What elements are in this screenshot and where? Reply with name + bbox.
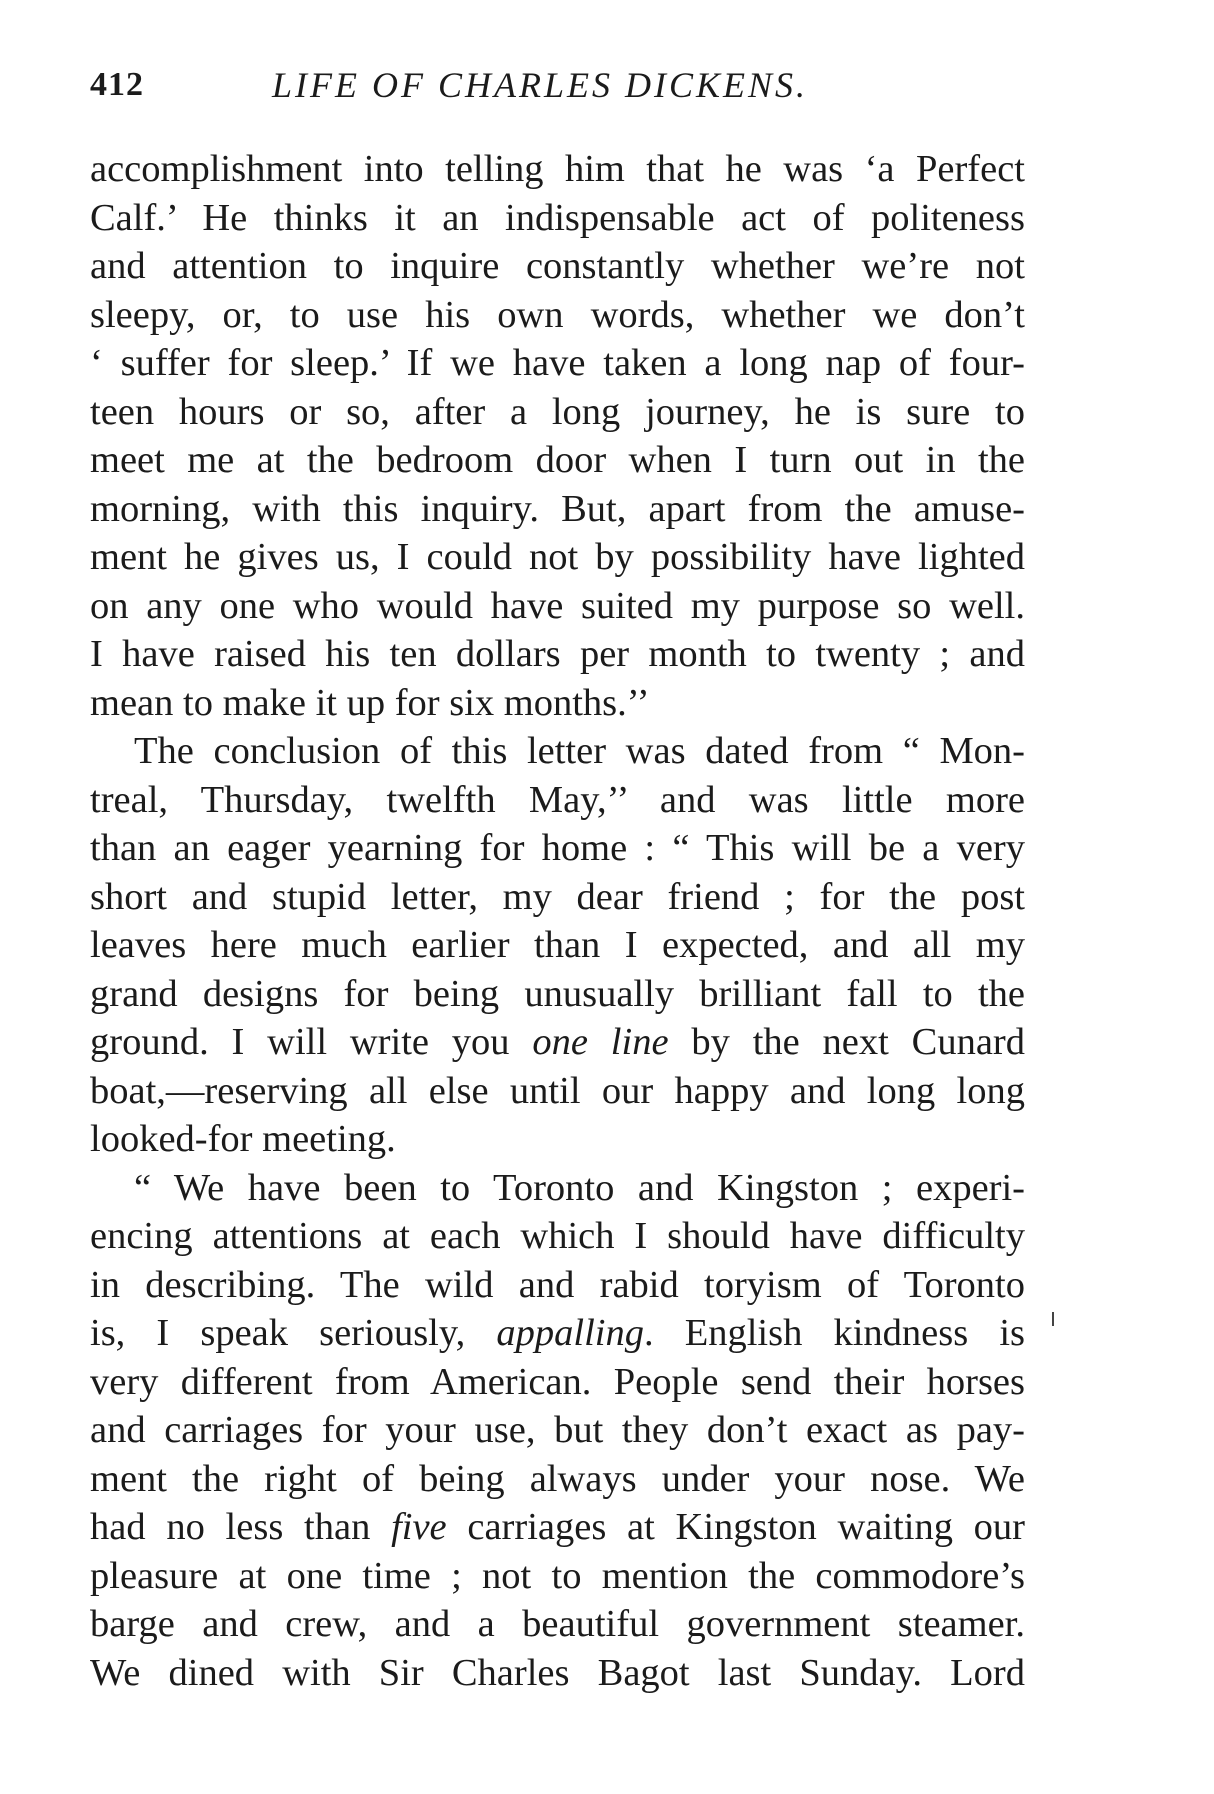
text-line: meet me at the bedroom door when I turn out in the <box>90 439 1025 481</box>
text-line: I have raised his ten dollars per month to twenty ; and <box>90 633 1025 675</box>
text-line: boat,—reserving all else until our happy and long long <box>90 1069 1025 1112</box>
text-line: barge and crew, and a beautiful government steamer. <box>90 1603 1025 1645</box>
text-line: than an eager yearning for home : “ This will be a very <box>90 827 1025 869</box>
text-line: in describing. The wild and rabid toryism of Toronto <box>90 1263 1025 1306</box>
text-line: looked-for meeting. <box>90 1118 396 1160</box>
text-line: treal, Thursday, twelfth May,’’ and was little more <box>90 778 1025 821</box>
text-line: accomplishment into telling him that he was ‘a Perfect <box>90 148 1025 190</box>
text-line: and carriages for your use, but they don’t exact as pay- <box>90 1409 1025 1451</box>
text-line: is, I speak seriously, appalling. English kindness is <box>90 1312 1025 1354</box>
text-line: on any one who would have suited my purpose so well. <box>90 584 1025 627</box>
text-line: ment the right of being always under your nose. We <box>90 1457 1025 1500</box>
page-header <box>90 58 1020 118</box>
text-line: We dined with Sir Charles Bagot last Sunday. Lord <box>90 1651 1025 1694</box>
text-line: very different from American. People send their horses <box>90 1360 1025 1403</box>
paragraph <box>90 727 1025 1164</box>
text-line: ment he gives us, I could not by possibility have lighted <box>90 536 1025 578</box>
text-line: grand designs for being unusually brilliant fall to the <box>90 972 1025 1015</box>
page-number: 412 <box>90 66 144 103</box>
text-line: The conclusion of this letter was dated from “ Mon- <box>134 730 1025 772</box>
text-line: ground. I will write you one line by the next Cunard <box>90 1021 1025 1063</box>
text-line: had no less than five carriages at Kingston waiting our <box>90 1506 1025 1548</box>
paragraph <box>90 1164 1025 1698</box>
body-text <box>90 145 1025 1697</box>
paragraph <box>90 145 1025 727</box>
text-line: pleasure at one time ; not to mention the commodore’s <box>90 1554 1025 1597</box>
text-line: Calf.’ He thinks it an indispensable act of politeness <box>90 196 1025 239</box>
text-line: ‘ suffer for sleep.’ If we have taken a long nap of four- <box>90 342 1025 384</box>
text-line: morning, with this inquiry. But, apart from the amuse- <box>90 487 1025 530</box>
text-line: leaves here much earlier than I expected, and all my <box>90 924 1025 966</box>
text-line: encing attentions at each which I should have difficulty <box>90 1215 1025 1257</box>
text-line: sleepy, or, to use his own words, whether we don’t <box>90 293 1025 336</box>
running-head: LIFE OF CHARLES DICKENS. <box>272 65 808 105</box>
text-line: and attention to inquire constantly whether we’re not <box>90 245 1025 287</box>
text-line: short and stupid letter, my dear friend ; for the post <box>90 875 1025 918</box>
text-line: “ We have been to Toronto and Kingston ; experi- <box>134 1166 1025 1209</box>
text-line: mean to make it up for six months.’’ <box>90 681 650 724</box>
margin-mark <box>1052 1312 1054 1326</box>
text-line: teen hours or so, after a long journey, he is sure to <box>90 390 1025 433</box>
